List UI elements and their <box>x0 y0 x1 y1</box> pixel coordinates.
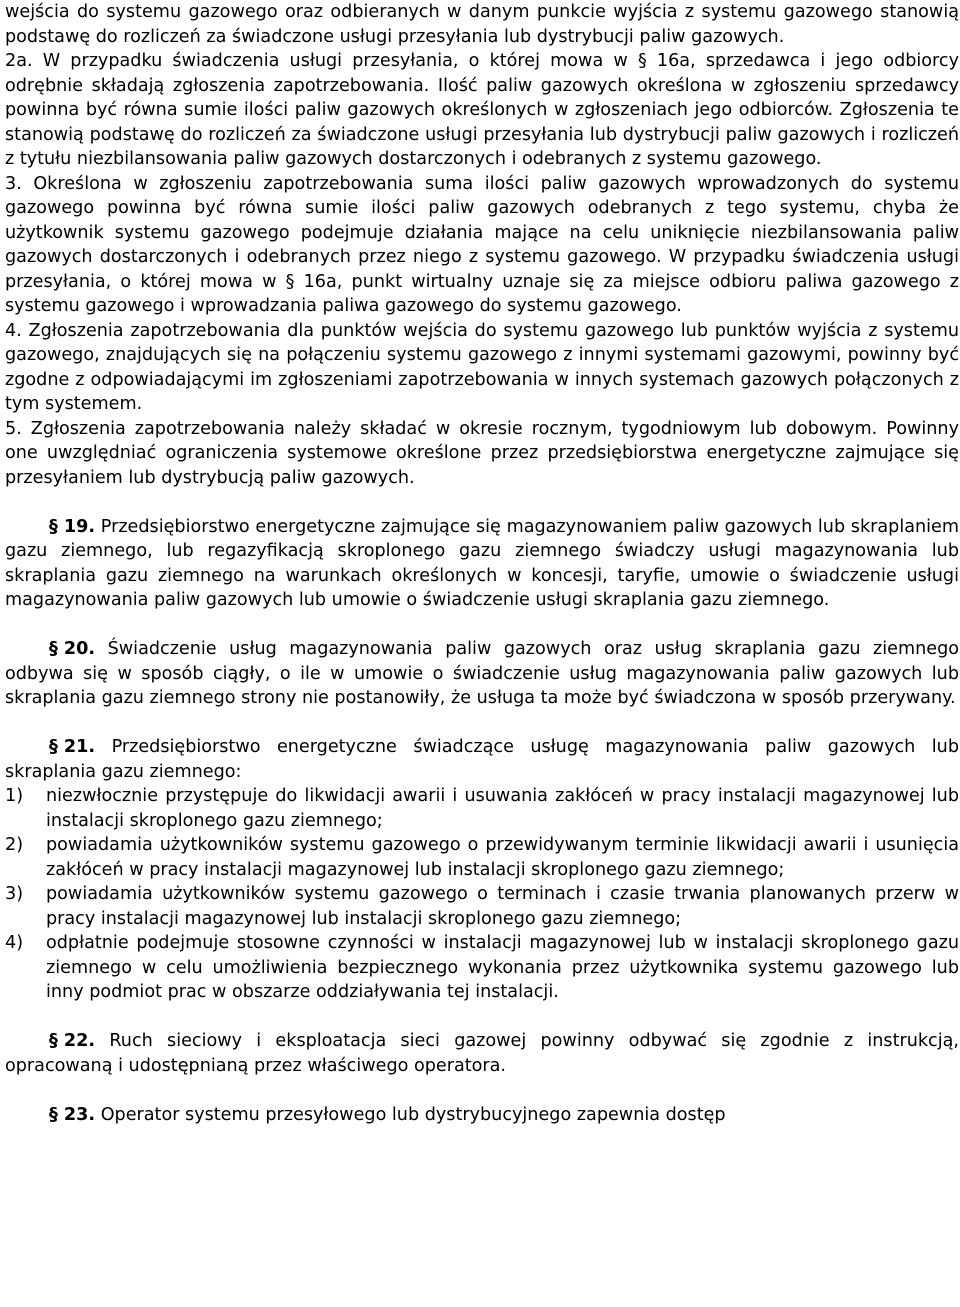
list-item-number: 2) <box>5 835 24 855</box>
list-item-text: odpłatnie podejmuje stosowne czynności w instalacji magazynowej lub w instalacji skroplonego gazu ziemnego w celu umożliwienia bezpiecznego wykonania przez użytkownika systemu gazowego lub inny podmiot prac w obszarze oddziaływania tej instalacji. <box>46 933 959 1002</box>
list-item-text: powiadamia użytkowników systemu gazowego o terminach i czasie trwania planowanych przerw w pracy instalacji magazynowej lub instalacji skroplonego gazu ziemnego; <box>46 884 959 929</box>
section-19-heading: § 19. <box>49 516 96 537</box>
section-21 <box>5 735 959 784</box>
section-23-heading: § 23. <box>49 1104 96 1125</box>
section-20-heading: § 20. <box>49 639 96 659</box>
section-21-text: Przedsiębiorstwo energetyczne świadczące usługę magazynowania paliw gazowych lub skraplania gazu ziemnego: <box>5 737 959 782</box>
section-20 <box>5 637 959 711</box>
spacer <box>5 711 959 736</box>
section-19-text: Przedsiębiorstwo energetyczne zajmujące się magazynowaniem paliw gazowych lub skraplaniem gazu ziemnego, lub regazyfikacją skroplonego gazu ziemnego świadczy usługi magazynowania lub skraplania gazu ziemnego na warunkach określonych w koncesji, taryfie, umowie o świadczenie usługi magazynowania paliw gazowych lub umowie o świadczenie usługi skraplania gazu ziemnego. <box>5 516 959 610</box>
section-22 <box>5 1029 959 1078</box>
list-item-number: 4) <box>5 933 24 953</box>
section-20-text: Świadczenie usług magazynowania paliw gazowych oraz usług skraplania gazu ziemnego odbywa się w sposób ciągły, o ile w umowie o świadczenie usług magazynowania paliw gazowych lub skraplania gazu ziemnego strony nie postanowiły, że usługa ta może być świadczona w sposób przerywany. <box>5 639 960 708</box>
section-23-text: Operator systemu przesyłowego lub dystrybucyjnego zapewnia dostęp <box>100 1104 726 1125</box>
list-item-text: niezwłocznie przystępuje do likwidacji awarii i usuwania zakłóceń w pracy instalacji magazynowej lub instalacji skroplonego gazu ziemnego; <box>46 786 959 831</box>
section-22-heading: § 22. <box>49 1031 96 1051</box>
spacer <box>5 490 959 515</box>
spacer <box>5 1078 959 1103</box>
list-item-number: 3) <box>5 884 24 904</box>
section-23 <box>5 1103 959 1127</box>
list-item-2 <box>5 833 959 882</box>
section-21-heading: § 21. <box>49 737 96 757</box>
paragraph-4: 4. Zgłoszenia zapotrzebowania dla punktów wejścia do systemu gazowego lub punktów wyjścia z systemu gazowego, znajdujących się na połączeniu systemu gazowego z innymi systemami gazowymi, powinny być zgodne z odpowiadającymi im zgłoszeniami zapotrzebowania w innych systemach gazowych połączonych z tym systemem. <box>5 320 959 414</box>
list-item-4 <box>5 931 959 1005</box>
spacer <box>5 613 959 638</box>
paragraph-3: 3. Określona w zgłoszeniu zapotrzebowania suma ilości paliw gazowych wprowadzonych do systemu gazowego powinna być równa sumie ilości paliw gazowych odebranych z tego systemu, chyba że użytkownik systemu gazowego podejmuje działania mające na celu uniknięcie niezbilansowania paliw gazowych dostarczonych i odebranych przez niego z systemu gazowego. W przypadku świadczenia usługi przesyłania, o której mowa w § 16a, punkt wirtualny uznaje się za miejsce odbioru paliwa gazowego z systemu gazowego i wprowadzania paliwa gazowego do systemu gazowego. <box>5 173 959 316</box>
spacer <box>5 1005 959 1030</box>
document-page <box>5 0 959 1127</box>
list-item-number: 1) <box>5 786 24 806</box>
section-22-text: Ruch sieciowy i eksploatacja sieci gazowej powinny odbywać się zgodnie z instrukcją, opracowaną i udostępnianą przez właściwego operatora. <box>5 1031 959 1076</box>
list-item-text: powiadamia użytkowników systemu gazowego o przewidywanym terminie likwidacji awarii i usunięcia zakłóceń w pracy instalacji magazynowej lub instalacji skroplonego gazu ziemnego; <box>46 835 959 880</box>
list-item-1 <box>5 784 959 833</box>
section-19 <box>5 515 959 613</box>
paragraph-intro: wejścia do systemu gazowego oraz odbieranych w danym punkcie wyjścia z systemu gazowego stanowią podstawę do rozliczeń za świadczone usługi przesyłania lub dystrybucji paliw gazowych. <box>5 2 959 47</box>
paragraph-5: 5. Zgłoszenia zapotrzebowania należy składać w okresie rocznym, tygodniowym lub dobowym. Powinny one uwzględniać ograniczenia systemowe określone przez przedsiębiorstwa energetyczne zajmujące się przesyłaniem lub dystrybucją paliw gazowych. <box>5 418 959 488</box>
paragraph-2a: 2a. W przypadku świadczenia usługi przesyłania, o której mowa w § 16a, sprzedawca i jego odbiorcy odrębnie składają zgłoszenia zapotrzebowania. Ilość paliw gazowych określona w zgłoszeniu sprzedawcy powinna być równa sumie ilości paliw gazowych określonych w zgłoszeniach jego odbiorców. Zgłoszenia te stanowią podstawę do rozliczeń za świadczone usługi przesyłania lub dystrybucji paliw gazowych i rozliczeń z tytułu niezbilansowania paliw gazowych dostarczonych i odebranych z systemu gazowego. <box>5 51 959 169</box>
list-item-3 <box>5 882 959 931</box>
